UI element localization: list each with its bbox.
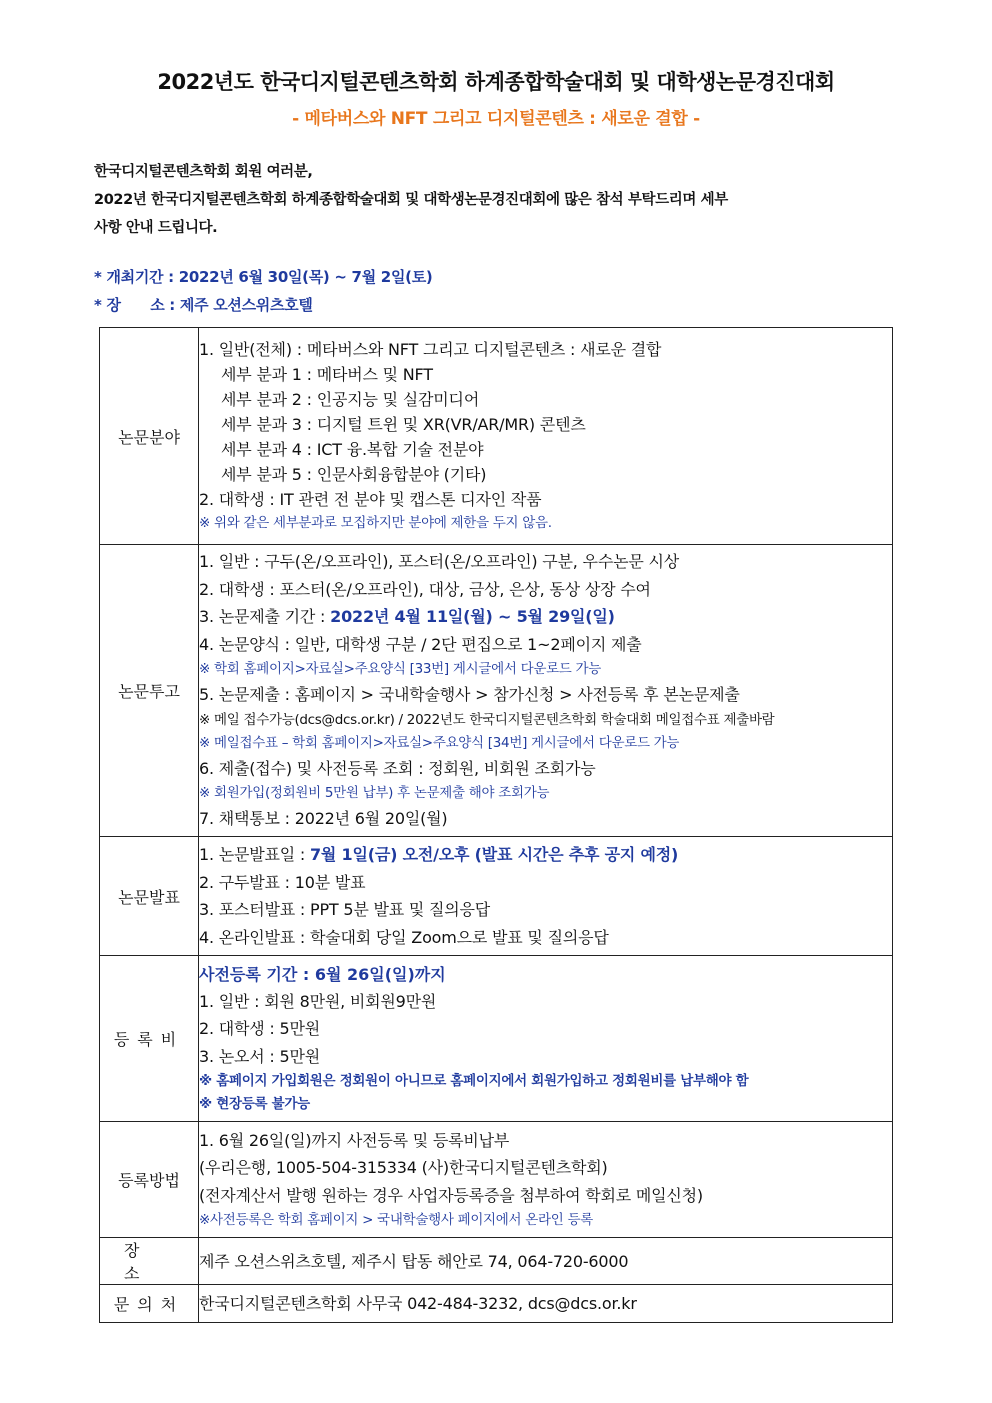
event-venue: * 장 소 : 제주 오션스위츠호텔 xyxy=(94,296,313,314)
row-label: 논문발표 xyxy=(100,837,199,956)
submission-note: ※ 학회 홈페이지>자료실>주요양식 [33번] 게시글에서 다운로드 가능 xyxy=(199,661,602,678)
submission-line: 4. 논문양식 : 일반, 대학생 구분 / 2단 편집으로 1~2페이지 제출 xyxy=(199,634,642,654)
submission-note: ※ 메일 접수가능(dcs@dcs.or.kr) / 2022년도 한국디지털콘텐츠학회 학술대회 메일접수표 제출바람 xyxy=(199,711,775,728)
row-content xyxy=(199,328,893,545)
submission-line: 1. 일반 : 구두(온/오프라인), 포스터(온/오프라인) 구분, 우수논문 시상 xyxy=(199,552,679,572)
event-period: * 개최기간 : 2022년 6월 30일(목) ~ 7월 2일(토) xyxy=(94,268,433,286)
row-paper-field xyxy=(100,328,893,545)
row-content xyxy=(199,1285,893,1323)
presentation-date-value: 7월 1일(금) 오전/오후 (발표 시간은 추후 공지 예정) xyxy=(310,845,679,864)
intro-paragraph xyxy=(94,158,899,242)
row-presentation xyxy=(100,837,893,956)
submission-period-value: 2022년 4월 11일(월) ~ 5월 29일(일) xyxy=(330,607,615,627)
presentation-line: 2. 구두발표 : 10분 발표 xyxy=(199,872,366,892)
submission-period-line xyxy=(199,603,892,631)
submission-line: 6. 제출(접수) 및 사전등록 조회 : 정회원, 비회원 조회가능 xyxy=(199,758,596,778)
row-content xyxy=(199,545,893,837)
field-subline: 세부 분과 5 : 인문사회융합분야 (기타) xyxy=(221,465,487,484)
fee-note: ※ 현장등록 불가능 xyxy=(199,1096,310,1113)
row-label: 논문투고 xyxy=(100,545,199,837)
presentation-line: 3. 포스터발표 : PPT 5분 발표 및 질의응답 xyxy=(199,900,491,919)
fee-line: 2. 대학생 : 5만원 xyxy=(199,1019,320,1039)
presentation-date-line xyxy=(199,841,892,869)
document-subtitle: - 메타버스와 NFT 그리고 디지털콘텐츠 : 새로운 결합 - xyxy=(292,109,700,129)
submission-period-label: 3. 논문제출 기간 : xyxy=(199,607,331,627)
field-subline: 세부 분과 3 : 디지털 트윈 및 XR(VR/AR/MR) 콘텐츠 xyxy=(221,415,586,434)
field-note: ※ 위와 같은 세부분과로 모집하지만 분야에 제한을 두지 않음. xyxy=(199,515,552,531)
row-label: 장소 xyxy=(100,1238,199,1285)
fee-line: 3. 논오서 : 5만원 xyxy=(199,1046,320,1066)
row-registration-method xyxy=(100,1122,893,1238)
intro-greeting: 한국디지털콘텐츠학회 회원 여러분, xyxy=(94,164,313,180)
fee-heading: 사전등록 기간 : 6월 26일(일)까지 xyxy=(199,964,446,984)
method-line: (전자계산서 발행 원하는 경우 사업자등록증을 첨부하여 학회로 메일신청) xyxy=(199,1185,703,1205)
submission-note: ※ 회원가입(정회원비 5만원 납부) 후 논문제출 해야 조회가능 xyxy=(199,785,550,802)
row-registration-fee xyxy=(100,956,893,1122)
fee-note: ※ 홈페이지 가입회원은 정회원이 아니므로 홈페이지에서 회원가입하고 정회원비를 납부해야 함 xyxy=(199,1073,749,1090)
field-subline: 세부 분과 1 : 메타버스 및 NFT xyxy=(221,365,433,384)
row-content xyxy=(199,1122,893,1238)
submission-note: ※ 메일접수표 – 학회 홈페이지>자료실>주요양식 [34번] 게시글에서 다운로드 가능 xyxy=(199,734,680,751)
method-note: ※사전등록은 학회 홈페이지 > 국내학술행사 페이지에서 온라인 등록 xyxy=(199,1212,593,1229)
field-line: 1. 일반(전체) : 메타버스와 NFT 그리고 디지털콘텐츠 : 새로운 결합 xyxy=(199,340,662,359)
contact-value: 한국디지털콘텐츠학회 사무국 042-484-3232, dcs@dcs.or.kr xyxy=(199,1294,637,1313)
method-line: (우리은행, 1005-504-315334 (사)한국디지털콘텐츠학회) xyxy=(199,1158,608,1178)
intro-text-line: 사항 안내 드립니다. xyxy=(94,220,218,236)
method-line: 1. 6월 26일(일)까지 사전등록 및 등록비납부 xyxy=(199,1130,510,1150)
row-paper-submission xyxy=(100,545,893,837)
row-label: 등록방법 xyxy=(100,1122,199,1238)
row-content xyxy=(199,956,893,1122)
row-place xyxy=(100,1238,893,1285)
presentation-line: 4. 온라인발표 : 학술대회 당일 Zoom으로 발표 및 질의응답 xyxy=(199,927,609,947)
info-table xyxy=(99,327,893,1323)
submission-line: 7. 채택통보 : 2022년 6월 20일(월) xyxy=(199,809,448,829)
row-label: 논문분야 xyxy=(100,328,199,545)
intro-text-line: 2022년 한국디지털콘텐츠학회 하계종합학술대회 및 대학생논문경진대회에 많은 참석 부탁드리며 세부 xyxy=(94,192,728,208)
place-value: 제주 오션스위츠호텔, 제주시 탑동 해안로 74, 064-720-6000 xyxy=(199,1251,629,1271)
document-title: 2022년도 한국디지털콘텐츠학회 하계종합학술대회 및 대학생논문경진대회 xyxy=(157,70,835,94)
presentation-date-label: 1. 논문발표일 : xyxy=(199,845,310,864)
field-line: 2. 대학생 : IT 관련 전 분야 및 캡스톤 디자인 작품 xyxy=(199,490,542,509)
row-label: 문의처 xyxy=(100,1285,199,1323)
fee-line: 1. 일반 : 회원 8만원, 비회원9만원 xyxy=(199,991,437,1011)
field-subline: 세부 분과 2 : 인공지능 및 실감미디어 xyxy=(221,390,480,409)
submission-line: 5. 논문제출 : 홈페이지 > 국내학술행사 > 참가신청 > 사전등록 후 본논문제출 xyxy=(199,685,740,705)
row-label: 등록비 xyxy=(100,956,199,1122)
row-content xyxy=(199,837,893,956)
submission-line: 2. 대학생 : 포스터(온/오프라인), 대상, 금상, 은상, 동상 상장 수여 xyxy=(199,579,651,599)
row-content xyxy=(199,1238,893,1285)
field-subline: 세부 분과 4 : ICT 융.복합 기술 전분야 xyxy=(221,440,484,459)
row-contact xyxy=(100,1285,893,1323)
